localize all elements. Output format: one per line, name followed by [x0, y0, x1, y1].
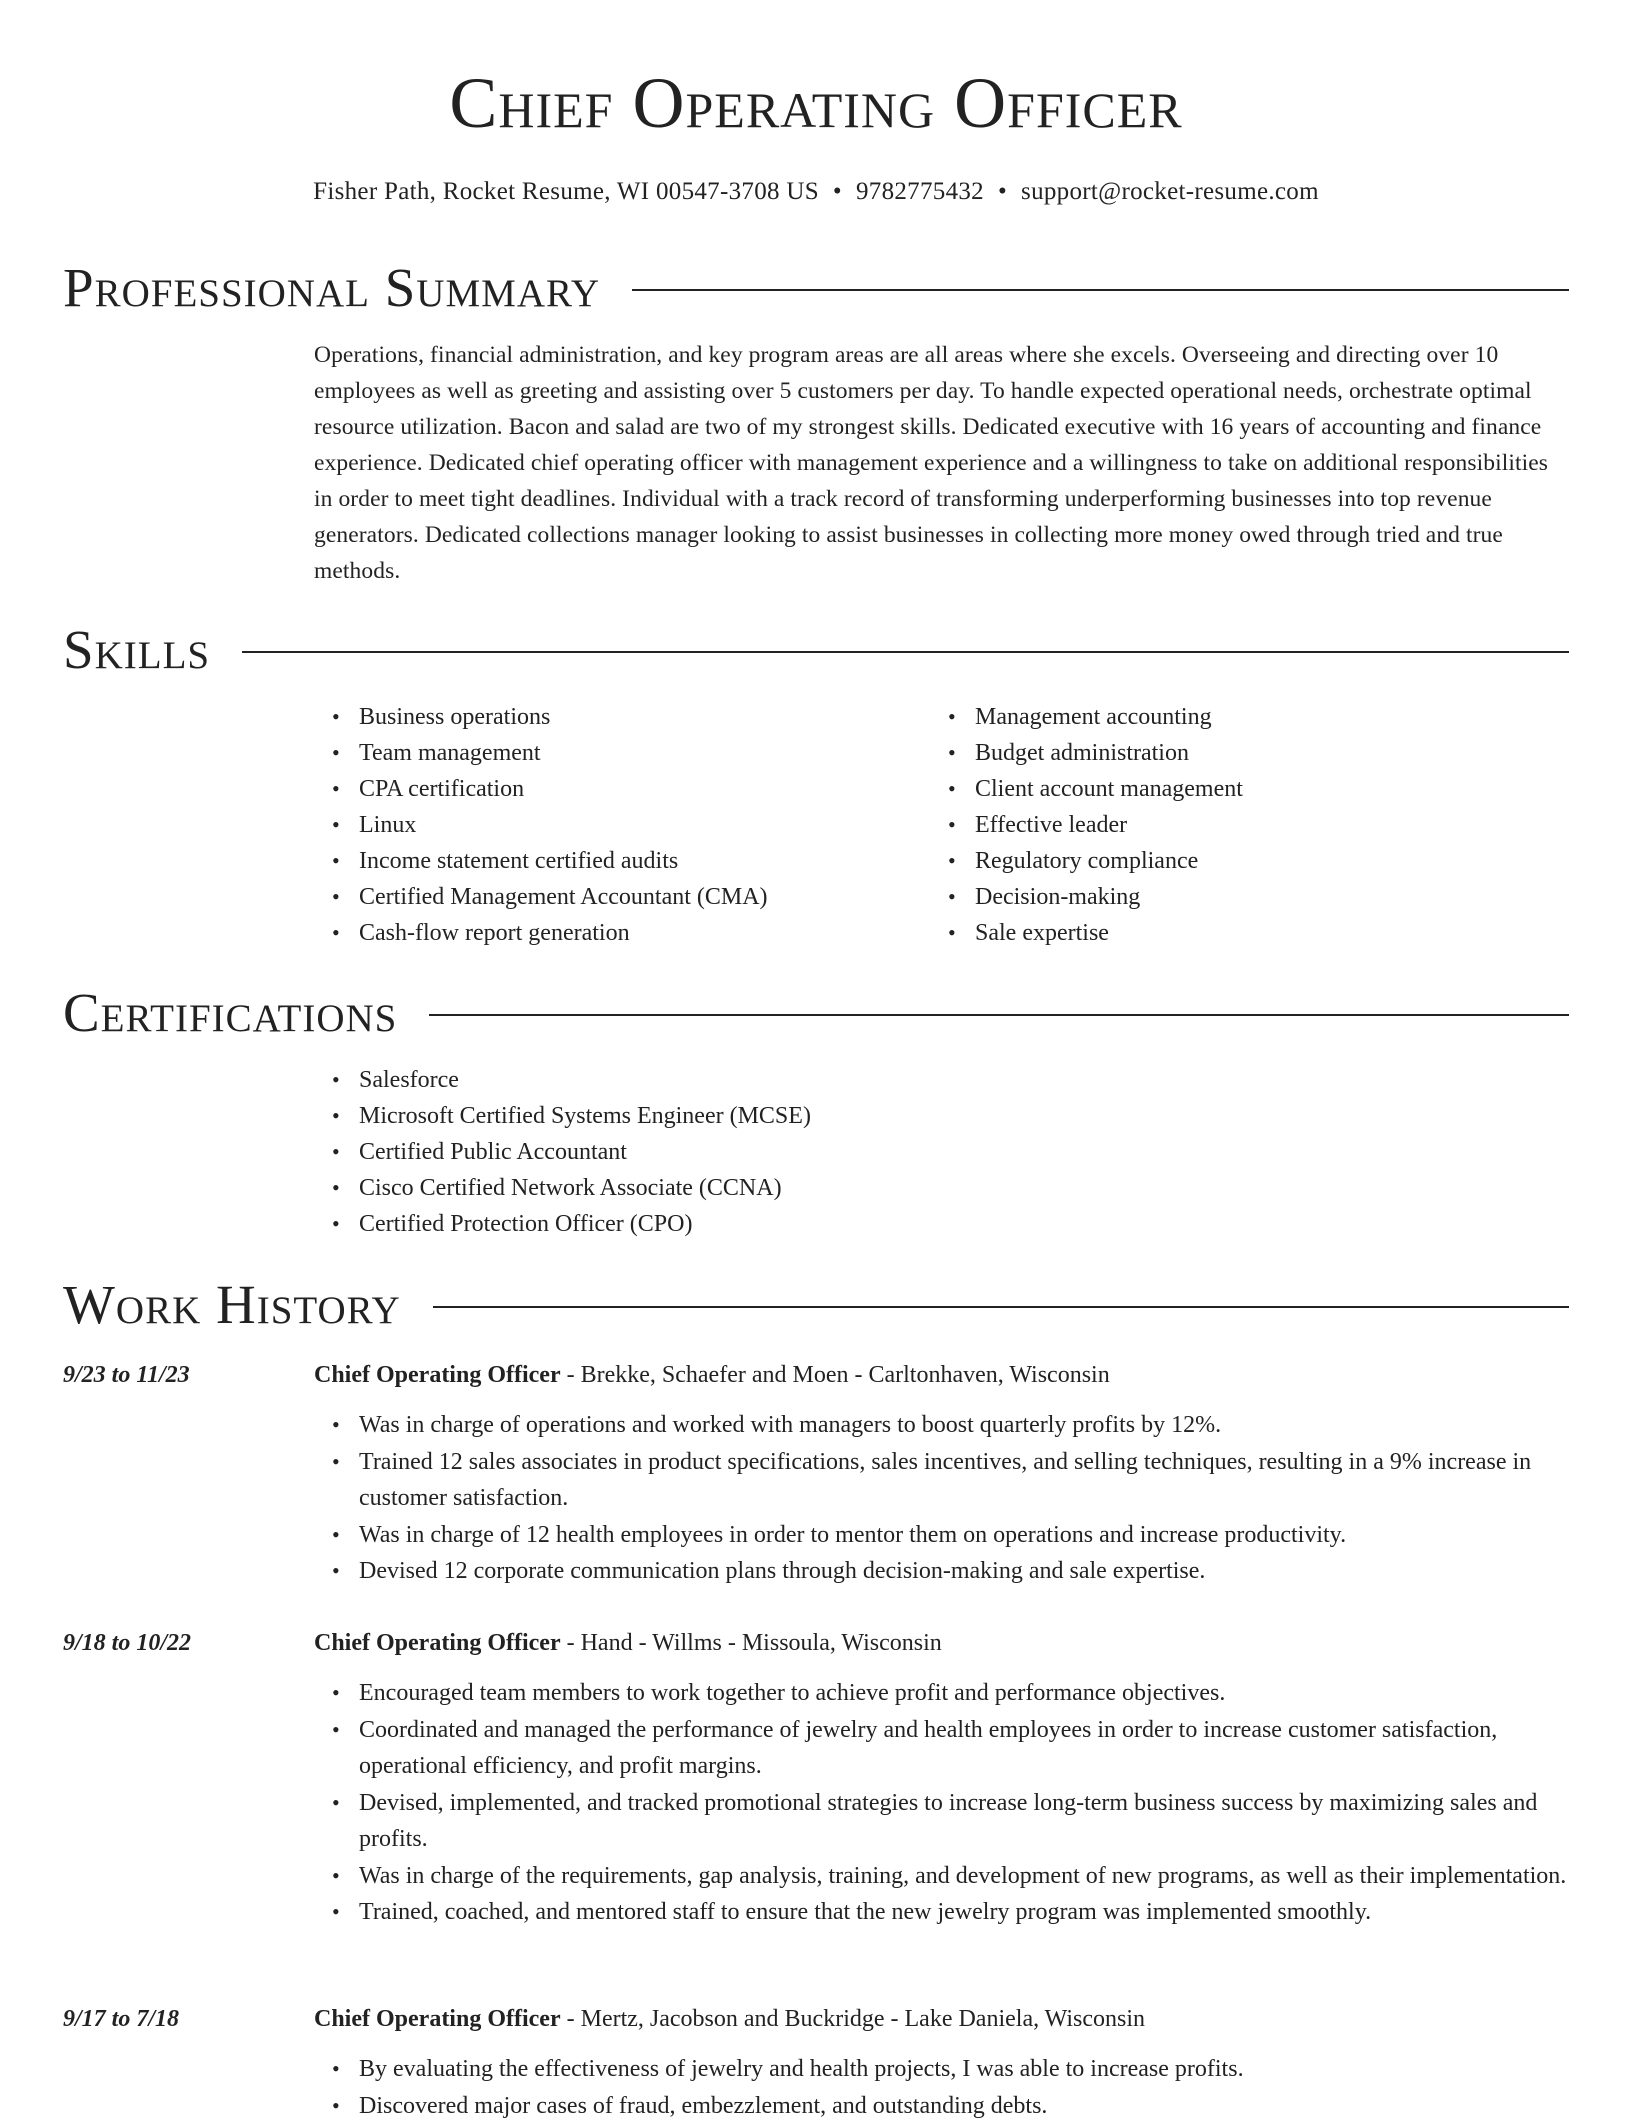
skills-list-left	[314, 699, 768, 951]
job-employer: - Brekke, Schaefer and Moen - Carltonhaven, Wisconsin	[561, 1362, 1110, 1388]
job-date: 9/23 to 11/23	[63, 1358, 190, 1392]
job-title: Chief Operating Officer	[314, 1630, 561, 1656]
job-role	[314, 1358, 1110, 1392]
contact-email: support@rocket-resume.com	[1021, 178, 1319, 205]
job-bullet: • Was in charge of operations and worked with managers to boost quarterly profits by 12%.	[314, 1407, 1569, 1444]
skill-item: • Certified Management Accountant (CMA)	[314, 879, 768, 915]
certifications-section-header	[63, 981, 1569, 1045]
job-bullet: • Coordinated and managed the performance of jewelry and health employees in order to increase customer satisfaction, operational efficiency, and profit margins.	[314, 1712, 1569, 1785]
skill-item: • Cash-flow report generation	[314, 915, 768, 951]
job-date: 9/18 to 10/22	[63, 1626, 191, 1660]
certification-item: • Salesforce	[314, 1062, 811, 1098]
job-bullet: • Discovered major cases of fraud, embezzlement, and outstanding debts.	[314, 2088, 1569, 2124]
section-divider	[433, 1306, 1569, 1308]
job-bullet: • Trained 12 sales associates in product specifications, sales incentives, and selling techniques, resulting in a 9% increase in customer satisfaction.	[314, 1444, 1569, 1517]
skill-item: • Business operations	[314, 699, 768, 735]
skills-list-right	[930, 699, 1243, 951]
job-employer: - Mertz, Jacobson and Buckridge - Lake Daniela, Wisconsin	[561, 2006, 1145, 2032]
job-bullet: • Was in charge of the requirements, gap analysis, training, and development of new programs, as well as their implementation.	[314, 1858, 1569, 1895]
skill-item: • Budget administration	[930, 735, 1243, 771]
skill-item: • Income statement certified audits	[314, 843, 768, 879]
skill-item: • Regulatory compliance	[930, 843, 1243, 879]
job-bullet: • Devised, implemented, and tracked promotional strategies to increase long-term business success by maximizing sales and profits.	[314, 1785, 1569, 1858]
skill-item: • Effective leader	[930, 807, 1243, 843]
skills-heading: Skills	[63, 618, 210, 682]
job-title: Chief Operating Officer	[314, 2006, 561, 2032]
skill-item: • Client account management	[930, 771, 1243, 807]
certification-item: • Cisco Certified Network Associate (CCNA)	[314, 1170, 811, 1206]
certifications-heading: Certifications	[63, 981, 397, 1045]
job-title: Chief Operating Officer	[314, 1362, 561, 1388]
contact-separator: •	[998, 178, 1007, 205]
job-employer: - Hand - Willms - Missoula, Wisconsin	[561, 1630, 942, 1656]
work-history-section-header	[63, 1273, 1569, 1337]
certification-item: • Certified Protection Officer (CPO)	[314, 1206, 811, 1242]
summary-section-header	[63, 256, 1569, 320]
skill-item: • CPA certification	[314, 771, 768, 807]
job-role	[314, 2002, 1145, 2036]
job-bullets	[314, 1675, 1569, 1931]
job-bullets	[314, 1407, 1569, 1590]
resume-title: Chief Operating Officer	[0, 58, 1632, 148]
contact-address: Fisher Path, Rocket Resume, WI 00547-3708 US	[313, 178, 819, 205]
job-bullet: • Was in charge of 12 health employees in order to mentor them on operations and increase productivity.	[314, 1517, 1569, 1554]
certification-item: • Microsoft Certified Systems Engineer (MCSE)	[314, 1098, 811, 1134]
job-date: 9/17 to 7/18	[63, 2002, 179, 2036]
skill-item: • Team management	[314, 735, 768, 771]
skill-item: • Linux	[314, 807, 768, 843]
certification-item: • Certified Public Accountant	[314, 1134, 811, 1170]
summary-text: Operations, financial administration, and key program areas are all areas where she excels. Overseeing and directing over 10 employees as well as greeting and assisting over 5 customers per day. To handle expected operational needs, orchestrate optimal resource utilization. Bacon and salad are two of my strongest skills. Dedicated executive with 16 years of accounting and finance experience. Dedicated chief operating officer with management experience and a willingness to take on additional responsibilities in order to meet tight deadlines. Individual with a track record of transforming underperforming businesses into top revenue generators. Dedicated collections manager looking to assist businesses in collecting more money owed through tried and true methods.	[314, 337, 1569, 589]
job-bullet: • Trained, coached, and mentored staff to ensure that the new jewelry program was implemented smoothly.	[314, 1894, 1569, 1931]
work-history-heading: Work History	[63, 1273, 401, 1337]
job-role	[314, 1626, 942, 1660]
skill-item: • Decision-making	[930, 879, 1243, 915]
contact-separator: •	[833, 178, 842, 205]
skills-section-header	[63, 618, 1569, 682]
section-divider	[429, 1014, 1569, 1016]
contact-phone: 9782775432	[856, 178, 984, 205]
section-divider	[632, 289, 1569, 291]
job-bullets	[314, 2051, 1569, 2124]
contact-line	[0, 175, 1632, 209]
job-bullet: • Encouraged team members to work together to achieve profit and performance objectives.	[314, 1675, 1569, 1712]
job-bullet: • By evaluating the effectiveness of jewelry and health projects, I was able to increase profits.	[314, 2051, 1569, 2088]
skill-item: • Sale expertise	[930, 915, 1243, 951]
section-divider	[242, 651, 1569, 653]
summary-heading: Professional Summary	[63, 256, 600, 320]
certifications-list	[314, 1062, 811, 1242]
skill-item: • Management accounting	[930, 699, 1243, 735]
job-bullet: • Devised 12 corporate communication plans through decision-making and sale expertise.	[314, 1553, 1569, 1590]
